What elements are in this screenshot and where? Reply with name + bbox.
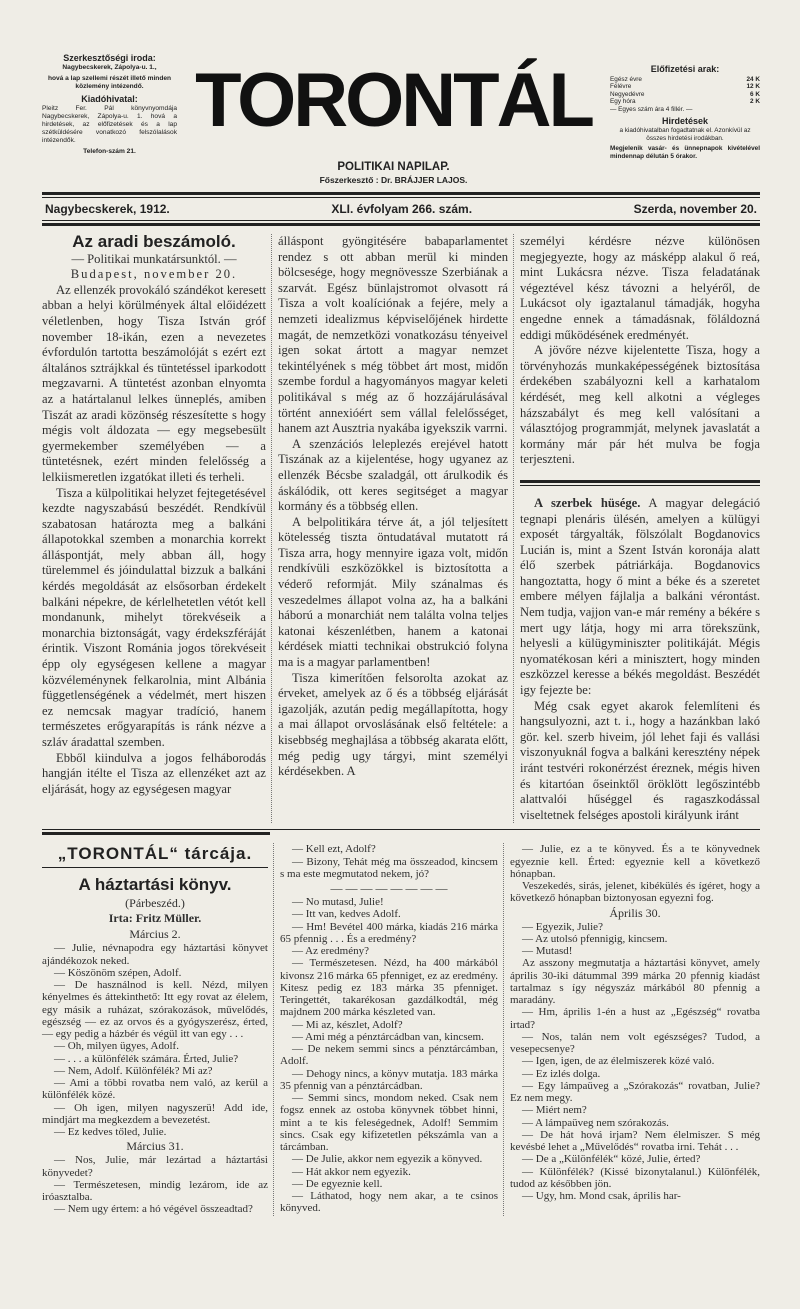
masthead <box>185 42 602 186</box>
feuilleton-paragraph: — Hát akkor nem egyezik. <box>292 1165 411 1178</box>
editorial-text: hová a lap szellemi részét illető minden közlemény intézendő. <box>47 75 172 90</box>
news-lead: A szerbek hüsége. <box>534 495 641 510</box>
editorial-address: Nagybecskerek, Zápolya-u. 1., <box>62 64 157 71</box>
feuilleton-paragraph: Veszekedés, sirás, jelenet, kibékülés és ígéret, hogy a következő hónapban biztonyosan egyezni fog. <box>510 880 760 905</box>
prices-heading: Előfizetési arak: <box>650 64 720 74</box>
feuilleton-paragraph: — Julie, névnapodra egy háztartási könyvet ajándékozok neked. <box>42 942 268 967</box>
feuilleton-paragraph: — Mutasd! <box>522 945 573 958</box>
article-paragraph: Ebből kiindulva a jogos felháborodás hangján itélte el Tisza az ellenzéket azt az eljárását, hogy az egységesen magyar <box>42 750 266 796</box>
article-column-1 <box>42 234 266 797</box>
feuilleton-paragraph: — Mi az, készlet, Adolf? <box>292 1018 403 1031</box>
feuilleton-paragraph: — De hát hová irjam? Nem élelmiszer. S még kevésbé lehet a „Művelődés“ rovatba irni. Tehát . . . <box>510 1128 760 1154</box>
article-column-2 <box>271 234 508 823</box>
feuilleton-header: „TORONTÁL“ tárcája. <box>57 844 253 864</box>
feuilleton-paragraph: — Igen, igen, de az élelmiszerek közé való. <box>522 1055 715 1068</box>
single-copy-price: — Egyes szám ára 4 fillér. — <box>610 105 693 113</box>
price-row <box>610 98 760 106</box>
feuilleton-paragraph: — Ugy, hm. Mond csak, április har- <box>522 1190 681 1203</box>
feuilleton-paragraph: — Nem, Adolf. Különfélék? Mi az? <box>54 1064 213 1077</box>
price-row <box>610 91 760 99</box>
feuilleton-paragraph: — Különfélék? (Kissé bizonytalanul.) Különfélék, tudod az későbben jön. <box>510 1165 760 1190</box>
feuilleton-paragraph: — De egyeznie kell. <box>292 1177 383 1190</box>
price-value: 12 K <box>746 83 760 91</box>
feuilleton-date-heading: Április 30. <box>609 905 661 920</box>
article-title: Az aradi beszámoló. <box>72 232 236 251</box>
subscription-box <box>610 66 760 164</box>
rule <box>42 220 760 221</box>
newspaper-title: TORONTÁL <box>195 58 592 143</box>
feuilleton-paragraph: — Oh igen, milyen nagyszerü! Add ide, mindjárt ma megkezdem a bevezetést. <box>42 1101 268 1126</box>
feuilleton-date-heading: — — — — — — — — <box>330 881 448 896</box>
feuilleton-paragraph: — Kell ezt, Adolf? <box>292 843 376 856</box>
editor-in-chief: Főszerkesztő : Dr. BRÁJJER LAJOS. <box>319 175 468 185</box>
editorial-office-box <box>42 54 177 159</box>
price-label: Félévre <box>610 83 632 91</box>
header <box>42 42 760 186</box>
feuilleton-paragraph: — Bizony, Tehát még ma összeadod, kincsem s ma este megmutatod nekem, jó? <box>280 855 498 880</box>
feuilleton-author: Irta: Fritz Müller. <box>108 911 202 926</box>
feuilleton-paragraph: — Ez izlés dolga. <box>522 1067 601 1080</box>
feuilleton-column-1 <box>42 843 268 1215</box>
news-paragraph <box>520 496 760 699</box>
article-paragraph: A szenzációs leleplezés erejével hatott Tiszának az a kijelentése, hogy ugyanez az ellenzék Bécsbe szaladgál, ott árulkodik és áskálódik, ott keres segitséget a magyar kormány és a többség ellen. <box>278 436 508 514</box>
article-paragraph: A jövőre nézve kijelentette Tisza, hogy a törvényhozás munkaképességének biztosítása érdekében szabályozni kell a karhatalom kérdését, meg kell alkotni a végleges házszabályt és meg kell valósítani a választójog programmját, melynek javaslatát a kormány már pár hét mulva be fogja terjeszteni. <box>520 343 760 467</box>
price-label: Negyedévre <box>610 90 645 98</box>
article-paragraph: A belpolitikára térve át, a jól teljesített kötelesség tiszta öntudatával mutatott rá Tisza arra, hogy mennyire igaza volt, midőn rendkívüli eszközökkel is biztosította a véderő reformját. Mily szánalmas és veszedelmes állapot volna az, ha a balkáni háború a monarchiát nem találta volna teljes katonai készenlétben, hanem a katonai kérdések miatti technikai obstrukció folyna ma is a magyar parlamentben! <box>278 514 508 670</box>
feuilleton-paragraph: — De a „Különfélék“ közé, Julie, érted? <box>522 1153 701 1166</box>
price-value: 24 K <box>746 75 760 83</box>
feuilleton-paragraph: — De Julie, akkor nem egyezik a könyved. <box>292 1153 483 1166</box>
feuilleton-paragraph: Az asszony megmutatja a háztartási könyvet, amely április 30-iki dátummal 399 márka 20 pfennig kiadást tartalmaz s így négyszáz márkából 80 pfennig a maradány. <box>510 957 760 1007</box>
publisher-heading: Kiadóhivatal: <box>81 94 138 104</box>
feuilleton-paragraph: — Hm, április 1-én a hust az „Egészség“ rovatba irtad? <box>510 1006 760 1031</box>
dateline <box>42 198 760 220</box>
phone-number: Telefon-szám 21. <box>83 148 136 155</box>
feuilleton-paragraph: — Semmi sincs, mondom neked. Csak nem fogsz ennek az ostoba könyvnek többet hinni, mint a te kis feleségednek, Adolf! Semmim sincs. Csak egy kifizetetlen pékszámla van a tárcámban. <box>280 1092 498 1154</box>
issue-number: XLI. évfolyam 266. szám. <box>331 202 473 216</box>
feuilleton-section <box>42 843 760 1215</box>
publication-schedule: Megjelenik vasár- és ünnepnapok kivételével mindennap délután 5 órakor. <box>610 145 760 160</box>
feuilleton-title: A háztartási könyv. <box>78 875 232 895</box>
feuilleton-paragraph: — Az utolsó pfennigig, kincsem. <box>522 932 668 945</box>
feuilleton-column-1-body <box>42 926 268 1215</box>
feuilleton-paragraph: — Ami a többi rovatba nem való, az kerül a különfélék közé. <box>42 1077 268 1102</box>
price-value: 6 K <box>750 90 760 98</box>
news-text: A magyar delegáció tegnapi plenáris ülésén, amelyen a külügyi exposét tárgyalták, fölszólalt Bogdanovics Lucián is, mint a Szent István koronája alatt élő szerbek pátriárkája. Bogdanovics hangoztatta, hogy ő mint a béke és a szeretet embere mélyen fájlalja a balkáni vérontást. Nem tudja, vajjon van-e már remény a békére s mert ugy látja, hogy mi arra törekszünk, helyesli a külügyminiszter politikáját. Mégis nyomatékosan kéri a minisztert, hogy minden eszközzel keresse a békés megoldást. Beszédét igy fejezte be: <box>520 495 760 698</box>
feuilleton-paragraph: — De nekem semmi sincs a pénztárcámban, Adolf. <box>280 1043 498 1068</box>
feuilleton-paragraph: — Dehogy nincs, a könyv mutatja. 183 márka 35 pfennig van a pénztárcádban. <box>280 1067 498 1092</box>
price-row <box>610 83 760 91</box>
feuilleton-paragraph: — Nos, talán nem volt egészséges? Tudod, a vesepecsenye? <box>510 1030 760 1056</box>
editorial-heading: Szerkesztőségi iroda: <box>63 53 156 63</box>
feuilleton-paragraph: — Nos, Julie, már lezártad a háztartási könyvedet? <box>42 1154 268 1179</box>
publisher-text: Pleitz Fer. Pál könyvnyomdája Nagybecskerek, Zápolya-u. 1. hová a hirdetések, az előfizetések és a lap szétküldésére vonatkozó felszólalások intézendők. <box>42 105 177 144</box>
article-paragraph: Tisza kimerítően felsorolta azokat az érveket, amelyek az ő és a többség eljárását igazolják, azután pedig megállapította, hogy a mai állapot orvoslásának első feltétele: a kisebbség meghajlása a többség akarata előtt, még pedig ugy tárgyi, mint személyi kérdésekben. A <box>278 670 508 779</box>
feuilleton-paragraph: — Miért nem? <box>522 1104 587 1117</box>
feuilleton-paragraph: — Köszönöm szépen, Adolf. <box>54 966 182 979</box>
rule <box>42 192 760 195</box>
article-column-3 <box>513 234 760 823</box>
rule <box>42 867 268 868</box>
ads-heading: Hirdetések <box>661 115 709 126</box>
ads-text: a kiadóhivatalban fogadtatnak el. Azonkívül az összes hirdetési irodákban. <box>619 127 751 142</box>
article-place-date: Budapest, november 20. <box>70 267 238 282</box>
feuilleton-paragraph: — Julie, ez a te könyved. És a te könyvednek egyeznie kell. Érted: egyeznie kell a következő hónapban. <box>510 843 760 880</box>
section-rule <box>520 480 760 486</box>
article-paragraph: személyi kérdésre nézve különösen megjegyezte, hogy az másképp alakul ő reá, mint Lukácsra nézve. Tisza feladatának végeztével kész távozni a helyéről, de Lukácsot oly igaztalanul támadják, hogyha engedne ennek a támadásnak, föláldozná eddigi működésének eredményét. <box>520 234 760 342</box>
feuilleton-paragraph: — Láthatod, hogy nem akar, a te csinos könyved. <box>280 1190 498 1215</box>
feuilleton-paragraph: — De használnod is kell. Nézd, milyen kényelmes és áttekinthető: Itt egy rovat az élelem, egy másik a ruházat, szórakozások, művelődés, egészség — ez az orvos és a gyógyszerész, érted, — egy pedig a házbér és végül itt van egy . . . <box>42 979 268 1041</box>
feuilleton-paragraph: — Egy lámpaüveg a „Szórakozás“ rovatban, Julie? Ez nem megy. <box>510 1079 760 1105</box>
feuilleton-column-2-body <box>280 843 498 1214</box>
feuilleton-paragraph: — Az eredmény? <box>292 945 369 958</box>
price-label: Egész évre <box>610 75 642 83</box>
feuilleton-paragraph: — Itt van, kedves Adolf. <box>292 908 401 921</box>
price-value: 2 K <box>750 98 760 106</box>
article-paragraph: Az ellenzék provokáló szándékot keresett abban a helyi körülmények által előidézett véletlenben, hogy Tisza István gróf november 18-ikán, ezen a nevezetes évfordulón tartotta beszámolóját s ezért ezt általános sztrájkkal és tüntetéssel iparkodott megzavarni. A tüntetést azonban elnyomta az a határtalanul lelkes ünneplés, amiben Tiszát az aradi közönség részesítette s hogy mégis volt áldozata — egy megsebesült gyermekember személyében — a tüntetésnek, ezért minden felelősség a lelkiismeretlen izgatókat illeti és terheli. <box>42 282 266 484</box>
feuilleton-genre: (Párbeszéd.) <box>125 896 185 911</box>
feuilleton-paragraph: — A lámpaüveg nem szórakozás. <box>522 1116 669 1129</box>
feuilleton-paragraph: — Hm! Bevétel 400 márka, kiadás 216 márka 65 pfennig . . . És a eredmény? <box>280 920 498 945</box>
feuilleton-paragraph: — Oh, milyen ügyes, Adolf. <box>54 1040 179 1053</box>
rule <box>42 829 760 830</box>
feuilleton-column-2 <box>273 843 498 1215</box>
feuilleton-paragraph: — Egyezik, Julie? <box>522 920 603 933</box>
feuilleton-date-heading: Március 2. <box>129 927 181 942</box>
article-byline: — Politikai munkatársunktól. — <box>71 251 237 266</box>
news-paragraph: Még csak egyet akarok felemlíteni és hangsulyozni, azt t. i., hogy a hazánkban lakó gör. kel. szerb hiveim, jól lehet faji és vallási viszonyuknál fogva a balkáni keresztény népek iránt testvéri rokonérzést éreznek, mégis hiven és kitartóan őseinktől öröklött legőszintébb alattvalói hűséggel és ragaszkodással viseltetnek felséges apostoli királyunk iránt <box>520 698 760 822</box>
feuilleton-column-3 <box>503 843 760 1215</box>
feuilleton-paragraph: — Ez kedves tőled, Julie. <box>54 1126 167 1139</box>
price-label: Egy hóra <box>610 98 636 106</box>
newspaper-subtitle: POLITIKAI NAPILAP. <box>337 161 450 173</box>
masthead-subtitle-block <box>185 160 602 186</box>
feuilleton-paragraph: — . . . a különfélék számára. Érted, Julie? <box>54 1052 239 1065</box>
feuilleton-column-3-body <box>510 843 760 1202</box>
feuilleton-date-heading: Március 31. <box>126 1139 184 1154</box>
price-row <box>610 76 760 84</box>
rule <box>42 223 760 226</box>
place-year: Nagybecskerek, 1912. <box>45 202 170 216</box>
feuilleton-paragraph: — Természetesen. Nézd, ha 400 márkából kivonsz 216 márka 65 pfenniget, ez az eredmény. Kitesz pedig ez 183 márka 35 pfenniget. Teringettét, takarékosan gazdálkodtál, még majdnem 200 márka készleted van. <box>280 957 498 1019</box>
article-paragraph: álláspont gyöngitésére babaparlamentet rendez s ott abban merül ki minden bölcsesége, hogy megnövessze Szerbiának a szarvát. Egész bünlajstromot olvasott rá Tisza a volt koalíciónak a fejére, mely a nemzeti idealizmus képviselőjének hirdette magát, de nemzetközi vonatkozásu tényeivel igen sokat ártott a magyar nemzet tekintélyének s még többet árt most, midőn szembe fordul a hagyományos magyar keleti politikával s még az ő hozzájárulásával történt annexióért sem vállal felelősséget, hanem azt Ausztria nyakába igyekszik varrni. <box>278 234 508 436</box>
feuilleton-paragraph: — No mutasd, Julie! <box>292 896 384 909</box>
article-section <box>42 234 760 823</box>
feuilleton-paragraph: — Természetesen, mindig lezárom, ide az iróasztalba. <box>42 1178 268 1204</box>
feuilleton-paragraph: — Ami még a pénztárcádban van, kincsem. <box>292 1030 484 1043</box>
article-paragraph: Tisza a külpolitikai helyzet fejtegetésével kezdte nagyszabású beszédét. Rendkívül szabatosan határozta meg a balkáni állapotokkal szemben a monarchia korrekt álláspontját, mely abban áll, hogy türelemmel és jóindulattal bizzuk a balkáni kérdés megoldását az elsősorban érdekelt balkáni népekre, de kérlelhetetlen vétót kell mondanunk, mihelyt törekvéseik a monarchia biztonságát, vagy érdekszféráját érintik. Viszont Románia jogos törekvéseit épp oly egységesen kellene a magyar közvéleménynek felkarolnia, mint Albánia függetlenségének a védelmét, mert hiszen ez nemcsak magyar tradíció, hanem természetes erőgyarapítás is ránk nézve a szláv áradattal szemben. <box>42 485 266 749</box>
rule <box>42 832 270 835</box>
issue-date: Szerda, november 20. <box>633 202 757 216</box>
feuilleton-paragraph: — Nem ugy értem: a hó végével összeadtad? <box>54 1203 253 1216</box>
